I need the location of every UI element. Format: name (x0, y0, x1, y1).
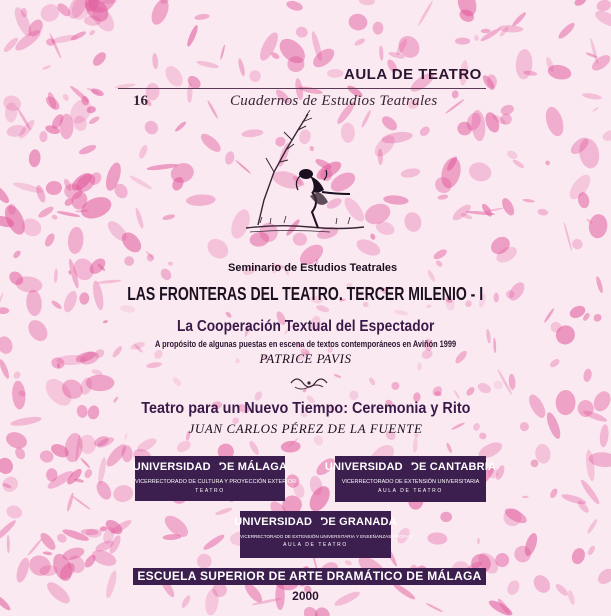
dancer-by-tree-illustration (240, 110, 370, 250)
publication-year: 2000 (292, 589, 319, 603)
universidad-granada-logo (234, 511, 413, 558)
issue-number: 16 (133, 93, 148, 109)
article-1-subtitle-text: A propósito de algunas puestas en escena de textos contemporáneos en Aviñón 1999 (154, 339, 457, 349)
school-banner: ESCUELA SUPERIOR DE ARTE DRAMÁTICO DE MÁLAGA (133, 568, 486, 585)
article-1-title (0, 318, 611, 336)
main-title (0, 284, 611, 305)
cantabria-name-left: UNIVERSIDAD (324, 461, 403, 473)
article-1-subtitle (0, 339, 611, 349)
granada-vicerrectorado: VICERRECTORADO DE EXTENSIÓN UNIVERSITARIA Y ENSEÑANZAS PROPIAS (240, 534, 413, 539)
series-title: AULA DE TEATRO (344, 66, 482, 83)
malaga-vicerrectorado: VICERRECTORADO DE CULTURA Y PROYECCIÓN EXTERIOR (135, 479, 296, 485)
universidad-cantabria-logo (324, 456, 497, 502)
seminar-label: Seminario de Estudios Teatrales (228, 262, 398, 274)
header-rule (118, 88, 486, 89)
malaga-aula: TEATRO (195, 488, 225, 494)
article-2-title-text: Teatro para un Nuevo Tiempo: Ceremonia y Rito (140, 400, 471, 417)
article-2-title (0, 400, 611, 418)
collection-title: Cuadernos de Estudios Teatrales (230, 93, 438, 109)
malaga-name-left: UNIVERSIDAD (132, 461, 211, 473)
cantabria-name-right: DE CANTABRIA (410, 461, 497, 473)
malaga-name-right: DE MÁLAGA (218, 461, 288, 473)
granada-aula: AULA DE TEATRO (283, 542, 348, 548)
granada-name-left: UNIVERSIDAD (234, 516, 313, 528)
article-2-author: JUAN CARLOS PÉREZ DE LA FUENTE (188, 421, 423, 436)
article-1-title-text: La Cooperación Textual del Espectador (176, 318, 435, 335)
cantabria-name (324, 461, 497, 473)
cantabria-aula: AULA DE TEATRO (378, 488, 443, 494)
granada-name-right: DE GRANADA (320, 516, 397, 528)
malaga-name (132, 461, 288, 473)
cantabria-vicerrectorado: VICERRECTORADO DE EXTENSIÓN UNIVERSITARIA (341, 479, 480, 485)
universidad-malaga-logo (132, 456, 296, 501)
granada-name (234, 516, 397, 528)
main-title-text: LAS FRONTERAS DEL TEATRO. TERCER MILENIO - I (127, 284, 484, 304)
article-1-author: PATRICE PAVIS (259, 351, 352, 366)
flourish-ornament-icon (289, 373, 329, 393)
